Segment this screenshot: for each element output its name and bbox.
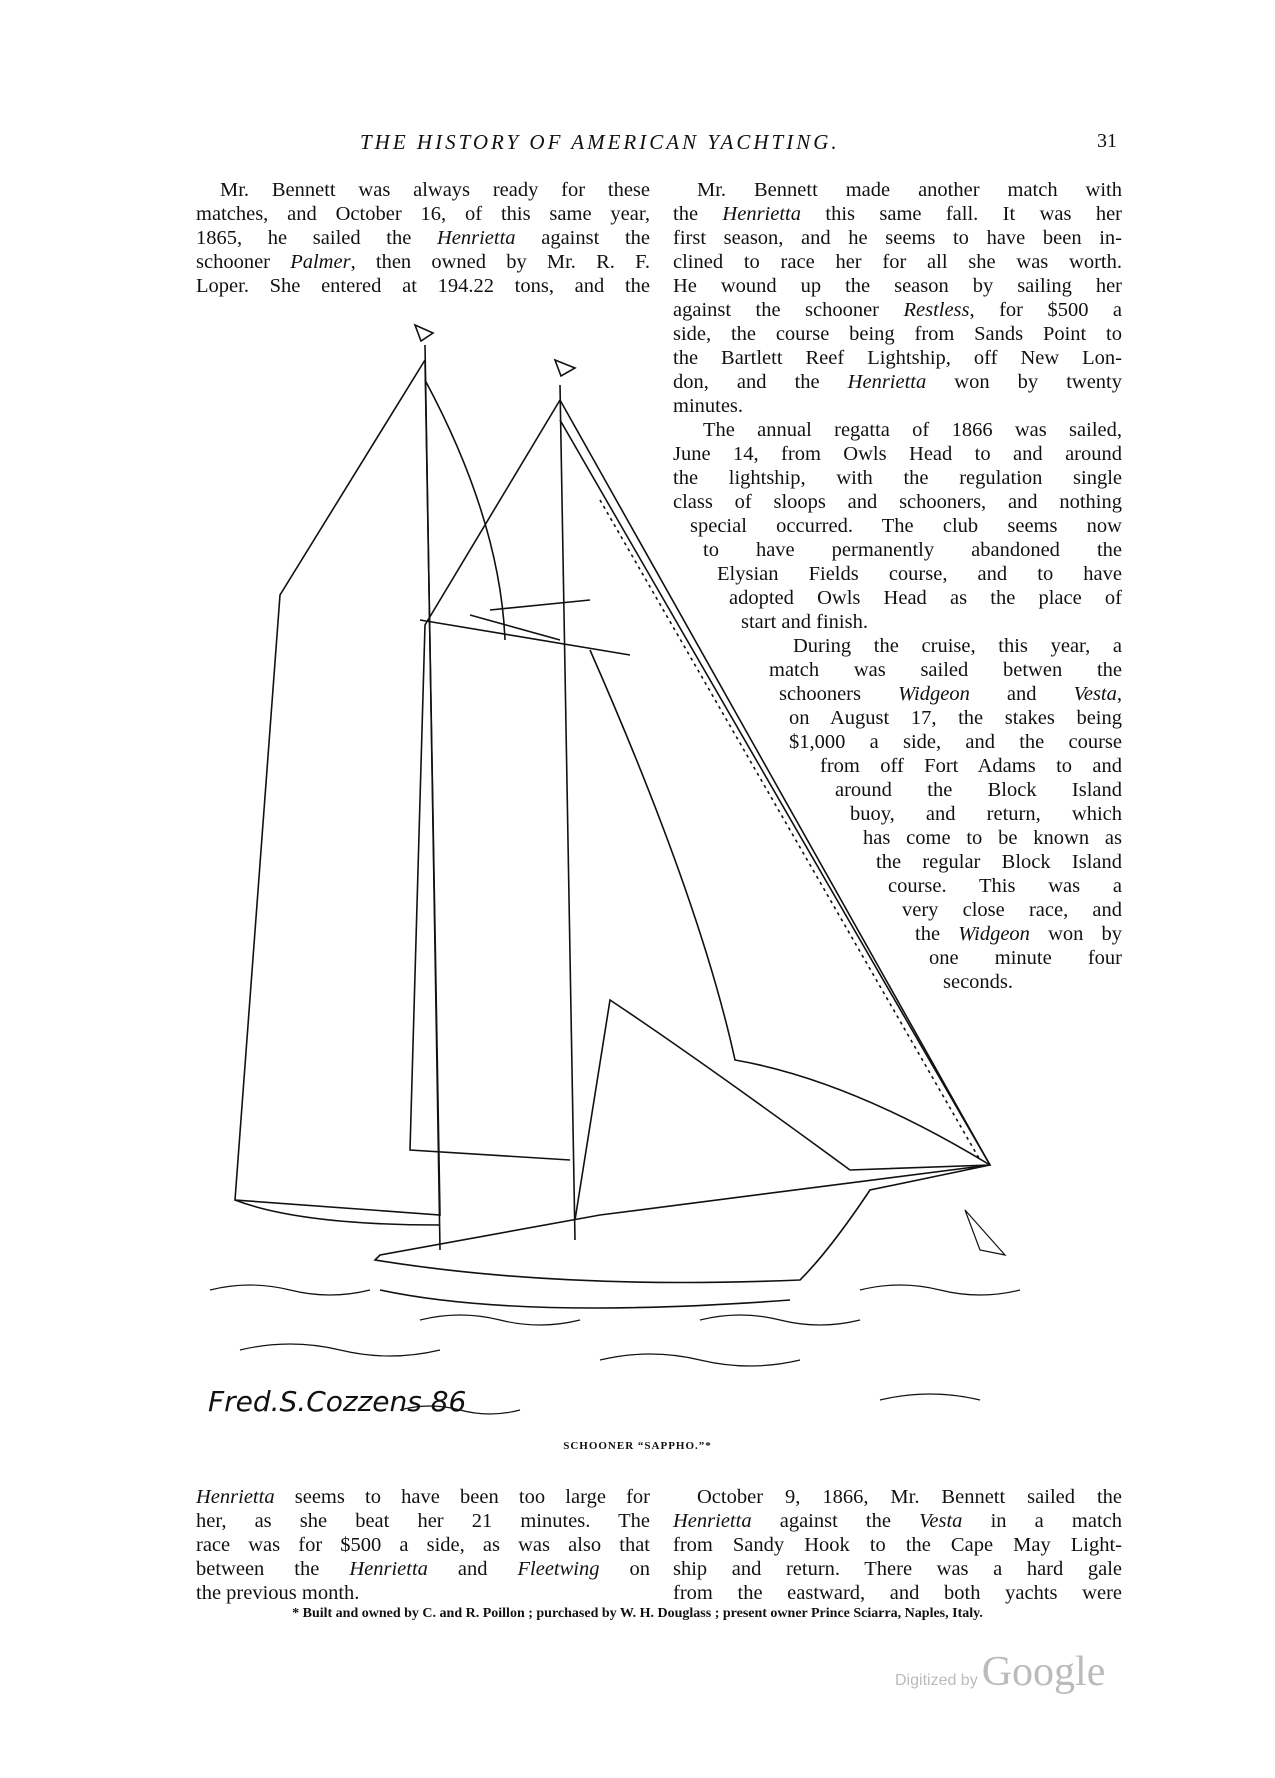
text-line	[673, 922, 1122, 946]
text-line	[673, 394, 1122, 418]
text-line	[196, 178, 650, 202]
text-segment: has come to be known as	[863, 827, 1122, 849]
text-segment: first season, and he seems to have been in-	[673, 227, 1122, 249]
text-line	[673, 298, 1122, 322]
text-segment: this same fall. It was her	[801, 203, 1122, 225]
text-segment: around the Block Island	[835, 779, 1122, 801]
text-line	[673, 1509, 1122, 1533]
text-segment: on August 17, the stakes being	[789, 707, 1122, 729]
right-column-top	[673, 178, 1122, 994]
italic-name: Fleetwing	[517, 1558, 600, 1580]
text-segment: against the	[751, 1510, 920, 1532]
text-line	[673, 778, 1122, 802]
text-segment: to have permanently abandoned the	[703, 539, 1122, 561]
text-line	[673, 1581, 1122, 1605]
running-header: THE HISTORY OF AMERICAN YACHTING.	[360, 130, 840, 154]
italic-name: Restless	[903, 299, 970, 321]
text-segment: very close race, and	[902, 899, 1122, 921]
italic-name: Henrietta	[349, 1558, 428, 1580]
distant-sail	[965, 1210, 1005, 1255]
text-segment: the Bartlett Reef Lightship, off New Lon-	[673, 347, 1122, 369]
text-line	[673, 274, 1122, 298]
text-segment: During the cruise, this year, a	[793, 635, 1122, 657]
text-segment: race was for $500 a side, as was also that	[196, 1534, 650, 1556]
text-segment: seems to have been too large for	[274, 1486, 650, 1508]
text-segment: against the schooner	[673, 299, 904, 321]
text-segment: from the eastward, and both yachts were	[673, 1582, 1122, 1604]
text-segment: the lightship, with the regulation single	[673, 467, 1122, 489]
italic-name: Vesta	[1073, 683, 1117, 705]
italic-name: Henrietta	[722, 203, 801, 225]
text-line	[673, 754, 1122, 778]
text-line	[673, 610, 1122, 634]
text-segment: He wound up the season by sailing her	[673, 275, 1122, 297]
left-column-bottom	[196, 1485, 650, 1605]
text-segment: buoy, and return, which	[850, 803, 1122, 825]
page-number: 31	[1097, 130, 1117, 152]
text-segment: course. This was a	[888, 875, 1122, 897]
italic-name: Palmer	[290, 251, 351, 273]
text-line	[673, 466, 1122, 490]
text-line	[673, 514, 1122, 538]
text-segment: Mr. Bennett made another match with	[697, 179, 1122, 201]
text-segment: don, and the	[673, 371, 848, 393]
text-segment: Elysian Fields course, and to have	[717, 563, 1122, 585]
text-segment: side, the course being from Sands Point to	[673, 323, 1122, 345]
text-line	[673, 346, 1122, 370]
text-segment: Mr. Bennett was always ready for these	[220, 179, 650, 201]
text-segment: on	[599, 1558, 650, 1580]
text-line	[673, 490, 1122, 514]
text-line	[673, 826, 1122, 850]
text-line	[196, 1509, 650, 1533]
figure-caption: SCHOONER “SAPPHO.”*	[563, 1440, 712, 1452]
text-segment: between the	[196, 1558, 350, 1580]
text-segment: clined to race her for all she was worth.	[673, 251, 1122, 273]
italic-name: Henrietta	[196, 1486, 275, 1508]
text-line	[673, 898, 1122, 922]
text-line	[196, 1485, 650, 1509]
hull	[375, 1165, 990, 1283]
text-line	[673, 586, 1122, 610]
text-segment: match was sailed betwen the	[769, 659, 1122, 681]
text-line	[673, 202, 1122, 226]
text-line	[196, 250, 650, 274]
text-line	[673, 562, 1122, 586]
text-segment: from Sandy Hook to the Cape May Light-	[673, 1534, 1122, 1556]
text-segment: the	[915, 923, 959, 945]
watermark-prefix: Digitized by	[895, 1672, 978, 1689]
text-line	[673, 658, 1122, 682]
italic-name: Henrietta	[673, 1510, 752, 1532]
text-segment: June 14, from Owls Head to and around	[673, 443, 1122, 465]
italic-name: Henrietta	[436, 227, 516, 249]
italic-name: Vesta	[919, 1510, 963, 1532]
text-segment: against the	[515, 227, 650, 249]
text-segment: in a match	[962, 1510, 1122, 1532]
text-line	[673, 1485, 1122, 1509]
text-line	[196, 226, 650, 250]
text-segment: minutes.	[673, 395, 744, 417]
text-segment: matches, and October 16, of this same year,	[196, 203, 650, 225]
text-line	[673, 226, 1122, 250]
text-line	[196, 274, 650, 298]
text-segment: the	[673, 203, 723, 225]
text-line	[673, 874, 1122, 898]
text-segment: start and finish.	[741, 611, 868, 633]
foresail	[235, 360, 440, 1215]
text-segment: and	[969, 683, 1074, 705]
text-segment: schooner	[196, 251, 291, 273]
text-line	[673, 1557, 1122, 1581]
text-line	[673, 418, 1122, 442]
text-segment: adopted Owls Head as the place of	[729, 587, 1122, 609]
text-line	[196, 202, 650, 226]
footnote: * Built and owned by C. and R. Poillon ; purchased by W. H. Douglass ; present owner Prince Sciarra, Naples, Italy.	[292, 1606, 983, 1621]
artist-signature: Fred.S.Cozzens 86	[208, 1385, 467, 1418]
text-segment: The annual regatta of 1866 was sailed,	[703, 419, 1122, 441]
text-segment: her, as she beat her 21 minutes. The	[196, 1510, 650, 1532]
italic-name: Widgeon	[898, 683, 970, 705]
text-segment: , then owned by Mr. R. F.	[350, 251, 650, 273]
text-line	[673, 730, 1122, 754]
text-line	[196, 1533, 650, 1557]
pennants	[415, 325, 575, 376]
text-line	[673, 850, 1122, 874]
text-line	[673, 442, 1122, 466]
right-column-bottom	[673, 1485, 1122, 1605]
text-segment: won by twenty	[926, 371, 1122, 393]
text-line	[196, 1557, 650, 1581]
google-logo: Google	[981, 1649, 1106, 1695]
text-line	[673, 370, 1122, 394]
text-segment: $1,000 a side, and the course	[789, 731, 1122, 753]
text-segment: ship and return. There was a hard gale	[673, 1558, 1122, 1580]
text-line	[673, 946, 1122, 970]
text-line	[196, 1581, 650, 1605]
text-segment: schooners	[779, 683, 899, 705]
text-segment: Loper. She entered at 194.22 tons, and the	[196, 275, 650, 297]
text-segment: 1865, he sailed the	[196, 227, 437, 249]
mainsail	[410, 400, 570, 1160]
text-segment: the previous month.	[196, 1582, 360, 1604]
text-line	[673, 802, 1122, 826]
text-segment: the regular Block Island	[876, 851, 1122, 873]
text-line	[673, 322, 1122, 346]
italic-name: Widgeon	[958, 923, 1030, 945]
mainmast	[560, 385, 575, 1240]
text-line	[673, 178, 1122, 202]
text-segment: and	[427, 1558, 518, 1580]
text-line	[673, 706, 1122, 730]
text-segment: special occurred. The club seems now	[690, 515, 1122, 537]
text-line	[673, 1533, 1122, 1557]
left-column-top	[196, 178, 650, 298]
text-segment: one minute four	[929, 947, 1122, 969]
google-watermark	[895, 1648, 1105, 1696]
text-segment: , for $500 a	[969, 299, 1122, 321]
text-segment: won by	[1029, 923, 1123, 945]
text-segment: seconds.	[943, 971, 1014, 993]
text-segment: from off Fort Adams to and	[820, 755, 1122, 777]
text-line	[673, 970, 1122, 994]
text-segment: ,	[1116, 683, 1122, 705]
text-line	[673, 538, 1122, 562]
text-segment: October 9, 1866, Mr. Bennett sailed the	[697, 1486, 1122, 1508]
text-line	[673, 634, 1122, 658]
italic-name: Henrietta	[847, 371, 927, 393]
text-segment: class of sloops and schooners, and nothing	[673, 491, 1122, 513]
text-line	[673, 250, 1122, 274]
text-line	[673, 682, 1122, 706]
